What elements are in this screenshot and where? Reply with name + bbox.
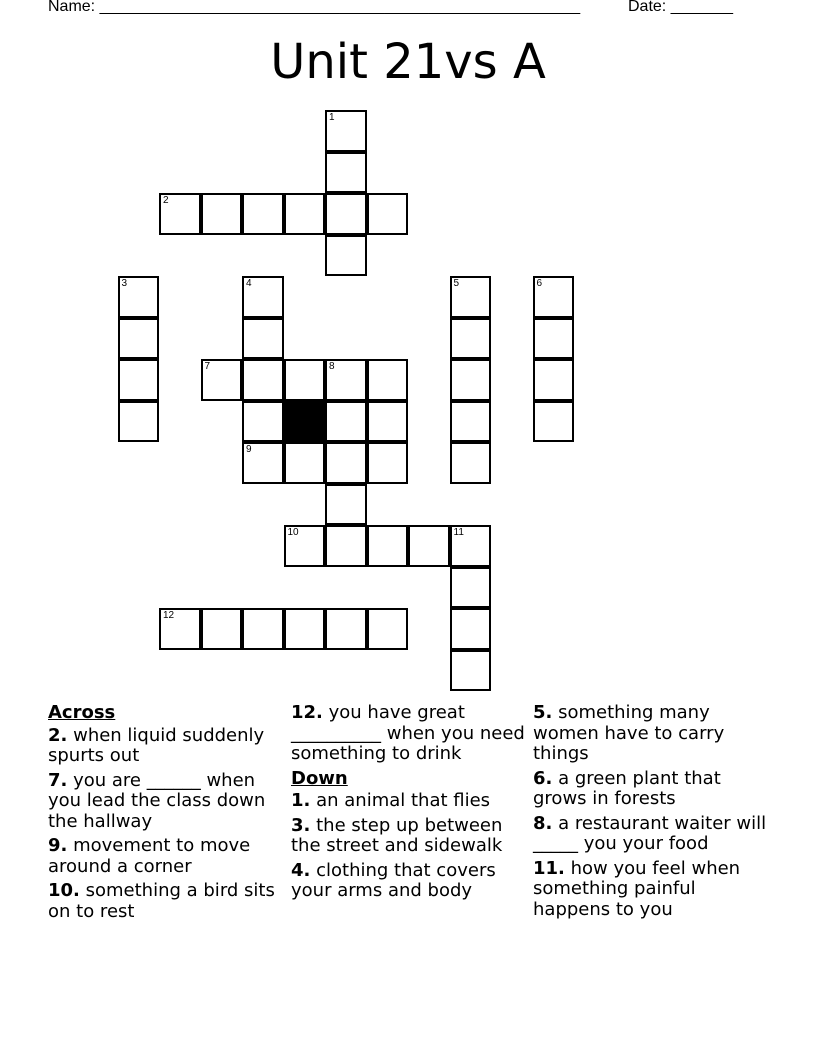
grid-cell[interactable] [450, 401, 492, 443]
clue-text: you have great __________ when you need something to drink [291, 702, 525, 764]
across-heading: Across [48, 702, 116, 723]
clue-across-12 [291, 703, 529, 765]
grid-cell[interactable] [450, 650, 492, 692]
grid-cell[interactable] [533, 401, 575, 443]
clue-down-6 [533, 769, 773, 810]
cell-number: 2 [163, 195, 169, 206]
clue-number: 2. [48, 724, 68, 746]
clue-text: how you feel when something painful happens to you [533, 857, 741, 920]
cell-number: 4 [246, 278, 252, 289]
grid-cell-5[interactable] [450, 276, 492, 318]
grid-cell-7[interactable] [201, 359, 243, 401]
grid-cell[interactable] [325, 152, 367, 194]
grid-cell-2[interactable] [159, 193, 201, 235]
grid-cell[interactable] [450, 359, 492, 401]
clue-text: an animal that flies [310, 790, 491, 811]
clue-number: 6. [533, 767, 553, 789]
grid-cell-11[interactable] [450, 525, 492, 567]
cell-number: 12 [163, 610, 175, 621]
grid-cell[interactable] [201, 193, 243, 235]
clue-text: something many women have to carry things [533, 702, 725, 764]
grid-cell[interactable] [242, 318, 284, 360]
clue-down-5 [533, 703, 773, 765]
grid-cell[interactable] [450, 442, 492, 484]
clue-down-8 [533, 814, 773, 855]
clue-number: 10. [48, 880, 80, 901]
clue-number: 1. [291, 790, 311, 811]
clue-across-10 [48, 881, 286, 922]
grid-cell[interactable] [325, 235, 367, 277]
grid-cell[interactable] [450, 567, 492, 609]
grid-cell[interactable] [450, 318, 492, 360]
clue-number: 7. [48, 769, 68, 791]
clues-column-3 [533, 703, 773, 924]
grid-cell[interactable] [450, 608, 492, 650]
clue-down-4 [291, 861, 529, 902]
clues-column-2 [291, 703, 529, 906]
cell-number: 6 [536, 278, 543, 289]
cell-number: 3 [121, 278, 128, 289]
clue-number: 3. [291, 814, 311, 836]
down-heading: Down [291, 767, 348, 789]
clue-text: clothing that covers your arms and body [291, 859, 496, 901]
cell-number: 5 [453, 278, 460, 289]
clue-text: something a bird sits on to rest [48, 880, 275, 922]
clue-down-3 [291, 816, 529, 857]
grid-cell-12[interactable] [159, 608, 201, 650]
grid-cell[interactable] [118, 318, 160, 360]
clue-across-9 [48, 836, 286, 877]
grid-cell[interactable] [533, 318, 575, 360]
grid-cell[interactable] [201, 608, 243, 650]
grid-cell[interactable] [367, 442, 409, 484]
grid-cell[interactable] [242, 401, 284, 443]
grid-cell[interactable] [367, 608, 409, 650]
grid-cell[interactable] [325, 525, 367, 567]
clues-column-1 [48, 703, 286, 926]
cell-number: 10 [287, 527, 299, 538]
clue-text: the step up between the street and sidewalk [291, 814, 503, 856]
grid-cell-3[interactable] [118, 276, 160, 318]
grid-cell[interactable] [408, 525, 450, 567]
clue-number: 8. [533, 812, 553, 834]
grid-cell[interactable] [118, 401, 160, 443]
grid-cell[interactable] [367, 525, 409, 567]
date-line[interactable]: Date: _______ [628, 0, 733, 15]
cell-number: 7 [204, 361, 211, 372]
cell-number: 9 [246, 444, 252, 455]
black-square [284, 401, 326, 443]
clue-down-1 [291, 791, 529, 812]
clue-across-7 [48, 771, 286, 833]
grid-cell[interactable] [325, 401, 367, 443]
clue-text: you are ______ when you lead the class down the hallway [48, 769, 266, 832]
grid-cell[interactable] [284, 193, 326, 235]
grid-cell[interactable] [284, 359, 326, 401]
grid-cell[interactable] [325, 608, 367, 650]
grid-cell-1[interactable] [325, 110, 367, 152]
grid-cell[interactable] [242, 608, 284, 650]
clue-text: a green plant that grows in forests [533, 767, 721, 809]
grid-cell[interactable] [118, 359, 160, 401]
clue-number: 4. [291, 859, 311, 881]
grid-cell[interactable] [533, 359, 575, 401]
clue-number: 12. [291, 702, 323, 723]
clue-text: a restaurant waiter will _____ you your food [533, 812, 767, 854]
clue-text: when liquid suddenly spurts out [48, 724, 265, 766]
grid-cell-10[interactable] [284, 525, 326, 567]
grid-cell[interactable] [367, 359, 409, 401]
grid-cell[interactable] [367, 401, 409, 443]
cell-number: 8 [329, 361, 335, 372]
clue-across-2 [48, 726, 286, 767]
grid-cell-4[interactable] [242, 276, 284, 318]
grid-cell[interactable] [242, 359, 284, 401]
clue-number: 9. [48, 835, 68, 856]
cell-number: 11 [453, 527, 464, 538]
cell-number: 1 [329, 112, 335, 123]
clue-number: 11. [533, 857, 565, 879]
grid-cell-8[interactable] [325, 359, 367, 401]
clue-down-11 [533, 859, 773, 921]
grid-cell[interactable] [325, 484, 367, 526]
grid-cell[interactable] [325, 193, 367, 235]
clue-text: movement to move around a corner [48, 835, 251, 877]
grid-cell-6[interactable] [533, 276, 575, 318]
name-line[interactable]: Name: ______________________________________________________ [48, 0, 581, 15]
grid-cell[interactable] [284, 442, 326, 484]
grid-cell[interactable] [242, 193, 284, 235]
grid-cell[interactable] [325, 442, 367, 484]
grid-cell[interactable] [367, 193, 409, 235]
clue-number: 5. [533, 702, 553, 723]
page-title: Unit 21vs A [270, 34, 546, 90]
grid-cell[interactable] [284, 608, 326, 650]
grid-cell-9[interactable] [242, 442, 284, 484]
